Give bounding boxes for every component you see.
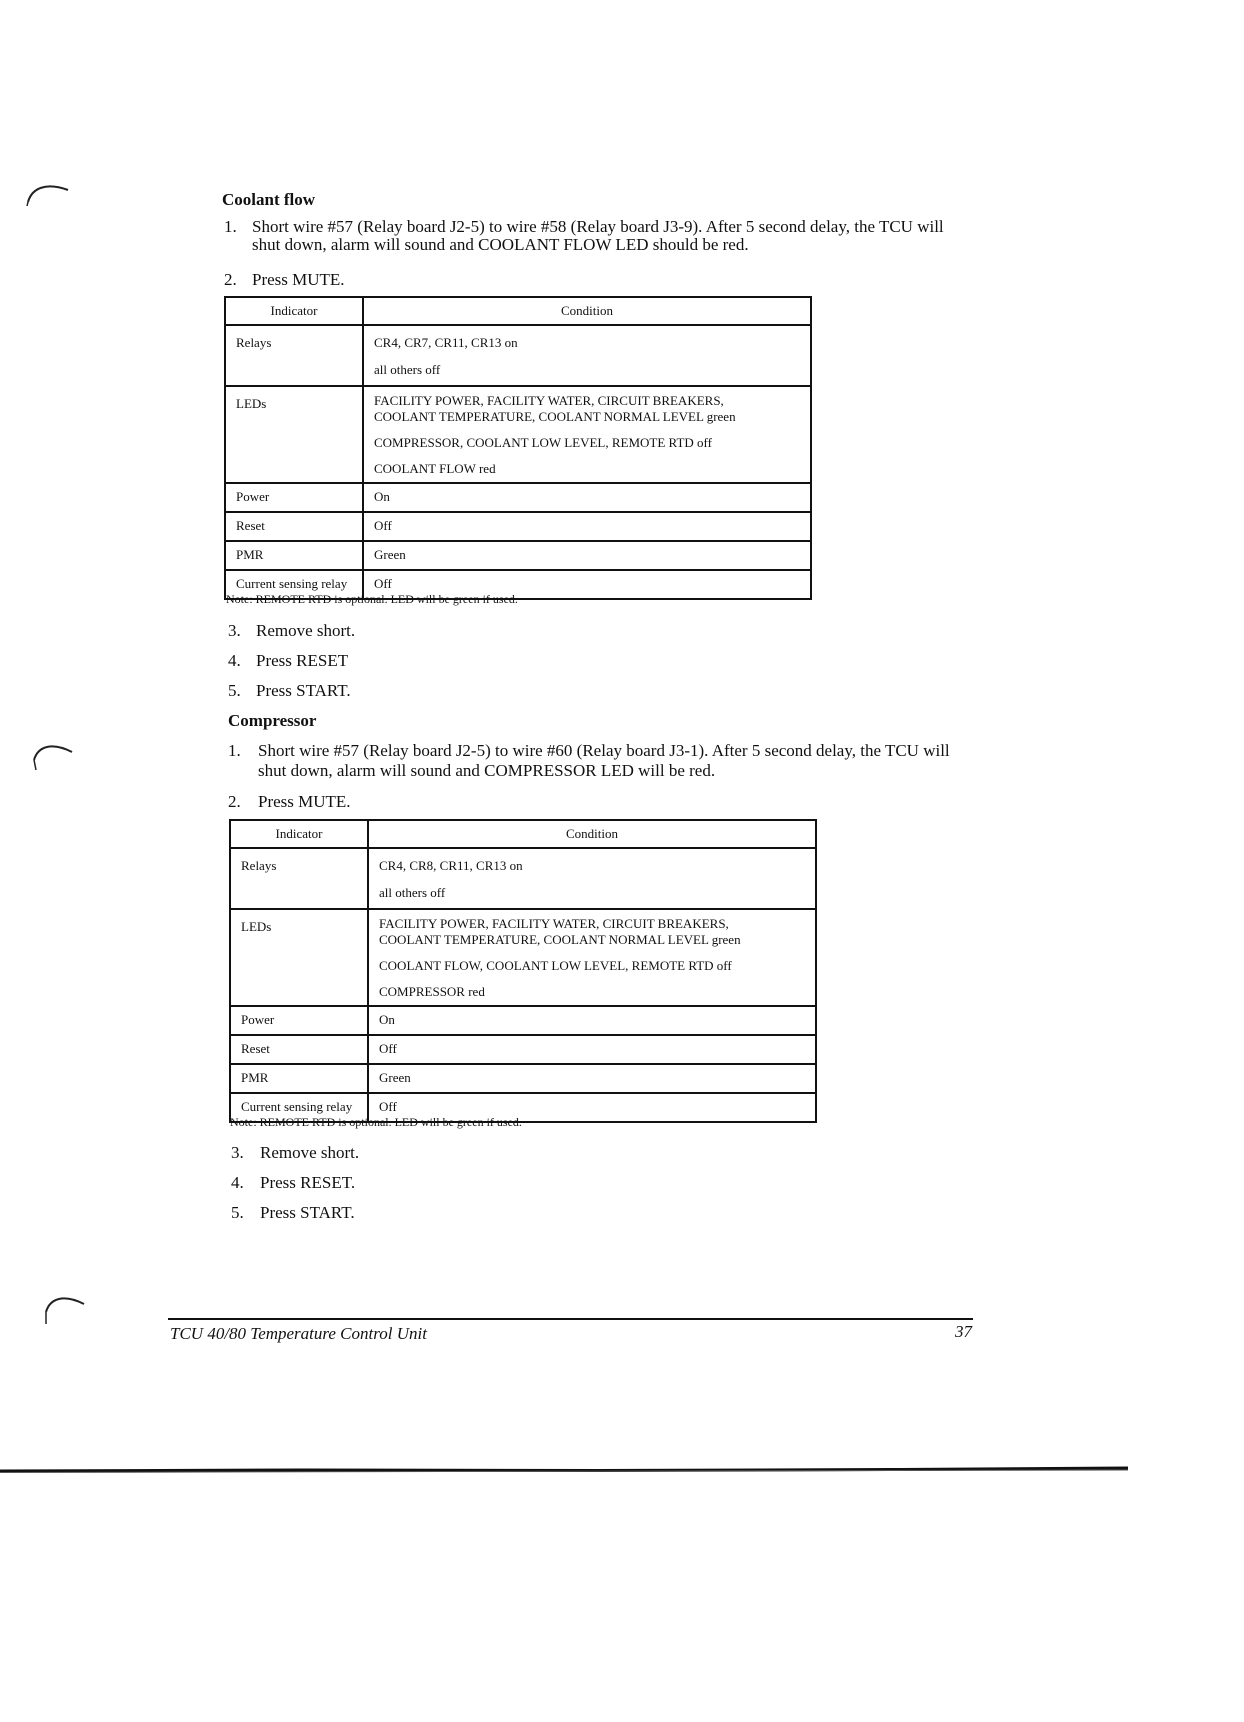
condition-cell bbox=[368, 909, 816, 1006]
indicator-cell: LEDs bbox=[225, 386, 363, 483]
indicator-condition-table-coolant bbox=[224, 296, 812, 600]
scan-edge-line bbox=[0, 1466, 1130, 1474]
step-number: 5. bbox=[228, 681, 241, 700]
section-heading-compressor: Compressor bbox=[228, 711, 317, 730]
indicator-cell: Relays bbox=[230, 848, 368, 909]
step-text-line: Press MUTE. bbox=[258, 792, 351, 811]
table-row bbox=[230, 1006, 816, 1035]
table-row bbox=[230, 1035, 816, 1064]
condition-line: CR4, CR7, CR11, CR13 on bbox=[374, 335, 518, 350]
step-number: 3. bbox=[231, 1143, 244, 1162]
hole-punch-mark-bottom bbox=[40, 1288, 90, 1328]
column-header-indicator: Indicator bbox=[225, 297, 363, 325]
condition-line: all others off bbox=[379, 885, 446, 900]
step-number: 1. bbox=[224, 217, 237, 236]
step-text-line: Short wire #57 (Relay board J2-5) to wire #58 (Relay board J3-9). After 5 second delay, the TCU will bbox=[252, 217, 944, 236]
step-text-line: Press MUTE. bbox=[252, 270, 345, 289]
condition-cell: Off bbox=[363, 512, 811, 541]
step-text-line: shut down, alarm will sound and COMPRESSOR LED will be red. bbox=[258, 761, 716, 780]
condition-cell: Green bbox=[363, 541, 811, 570]
column-header-condition: Condition bbox=[363, 297, 811, 325]
condition-line: CR4, CR8, CR11, CR13 on bbox=[379, 858, 523, 873]
step-text-line: Short wire #57 (Relay board J2-5) to wire #60 (Relay board J3-1). After 5 second delay, the TCU will bbox=[258, 741, 950, 760]
condition-line: COOLANT FLOW red bbox=[374, 461, 496, 476]
step-number: 2. bbox=[224, 270, 237, 289]
table-row bbox=[225, 541, 811, 570]
indicator-cell: Power bbox=[230, 1006, 368, 1035]
step-text-line: shut down, alarm will sound and COOLANT FLOW LED should be red. bbox=[252, 235, 749, 254]
section-heading-coolant-flow: Coolant flow bbox=[222, 190, 316, 209]
condition-cell bbox=[363, 325, 811, 386]
step-text-line: Press RESET. bbox=[260, 1173, 356, 1192]
hole-punch-mark-top bbox=[24, 178, 74, 208]
step-5-compressor bbox=[231, 1202, 531, 1224]
condition-line: COOLANT TEMPERATURE, COOLANT NORMAL LEVEL green bbox=[379, 932, 741, 947]
condition-line: FACILITY POWER, FACILITY WATER, CIRCUIT BREAKERS, bbox=[379, 916, 729, 931]
step-number: 1. bbox=[228, 741, 241, 760]
step-2-compressor bbox=[228, 791, 628, 813]
step-number: 5. bbox=[231, 1203, 244, 1222]
step-4-coolant bbox=[228, 650, 528, 672]
hole-punch-mark-middle bbox=[28, 736, 78, 776]
table-row bbox=[225, 386, 811, 483]
step-1-compressor bbox=[228, 740, 988, 784]
step-text-line: Remove short. bbox=[256, 621, 356, 640]
table-row bbox=[225, 512, 811, 541]
indicator-cell: Reset bbox=[230, 1035, 368, 1064]
condition-line: COOLANT FLOW, COOLANT LOW LEVEL, REMOTE RTD off bbox=[379, 958, 732, 973]
condition-line: all others off bbox=[374, 362, 441, 377]
table-row bbox=[230, 1064, 816, 1093]
condition-cell: Off bbox=[363, 570, 811, 599]
table-row bbox=[225, 325, 811, 386]
condition-cell bbox=[363, 386, 811, 483]
condition-line: COMPRESSOR red bbox=[379, 984, 485, 999]
condition-cell: Off bbox=[368, 1093, 816, 1122]
column-header-indicator: Indicator bbox=[230, 820, 368, 848]
step-text-line: Press START. bbox=[256, 681, 351, 700]
step-number: 3. bbox=[228, 621, 241, 640]
table-row bbox=[230, 848, 816, 909]
indicator-cell: Relays bbox=[225, 325, 363, 386]
condition-cell bbox=[368, 848, 816, 909]
step-number: 2. bbox=[228, 792, 241, 811]
table-row bbox=[230, 909, 816, 1006]
step-number: 4. bbox=[231, 1173, 244, 1192]
indicator-cell: PMR bbox=[230, 1064, 368, 1093]
step-number: 4. bbox=[228, 651, 241, 670]
indicator-condition-table-compressor bbox=[229, 819, 817, 1123]
page-number: 37 bbox=[955, 1322, 972, 1341]
indicator-cell: Current sensing relay bbox=[225, 570, 363, 599]
condition-cell: Off bbox=[368, 1035, 816, 1064]
indicator-cell: Current sensing relay bbox=[230, 1093, 368, 1122]
indicator-cell: Power bbox=[225, 483, 363, 512]
step-3-compressor bbox=[231, 1142, 531, 1164]
table-row bbox=[225, 483, 811, 512]
indicator-cell: PMR bbox=[225, 541, 363, 570]
indicator-cell: Reset bbox=[225, 512, 363, 541]
step-text-line: Press START. bbox=[260, 1203, 355, 1222]
footer-rule bbox=[168, 1318, 973, 1320]
table-note-compressor: Note: REMOTE RTD is optional. LED will be green if used. bbox=[230, 1115, 522, 1129]
step-text-line: Remove short. bbox=[260, 1143, 360, 1162]
table-note-coolant: Note: REMOTE RTD is optional. LED will be green if used. bbox=[226, 592, 518, 606]
column-header-condition: Condition bbox=[368, 820, 816, 848]
step-3-coolant bbox=[228, 620, 528, 642]
footer-title: TCU 40/80 Temperature Control Unit bbox=[170, 1324, 427, 1343]
indicator-cell: LEDs bbox=[230, 909, 368, 1006]
condition-line: COOLANT TEMPERATURE, COOLANT NORMAL LEVEL green bbox=[374, 409, 736, 424]
table-header-row bbox=[225, 297, 811, 325]
condition-cell: Green bbox=[368, 1064, 816, 1093]
table-header-row bbox=[230, 820, 816, 848]
condition-cell: On bbox=[363, 483, 811, 512]
step-1-coolant bbox=[224, 216, 984, 260]
condition-cell: On bbox=[368, 1006, 816, 1035]
step-5-coolant bbox=[228, 680, 528, 702]
condition-line: FACILITY POWER, FACILITY WATER, CIRCUIT BREAKERS, bbox=[374, 393, 724, 408]
step-2-coolant bbox=[224, 269, 624, 291]
step-4-compressor bbox=[231, 1172, 531, 1194]
step-text-line: Press RESET bbox=[256, 651, 349, 670]
condition-line: COMPRESSOR, COOLANT LOW LEVEL, REMOTE RTD off bbox=[374, 435, 712, 450]
